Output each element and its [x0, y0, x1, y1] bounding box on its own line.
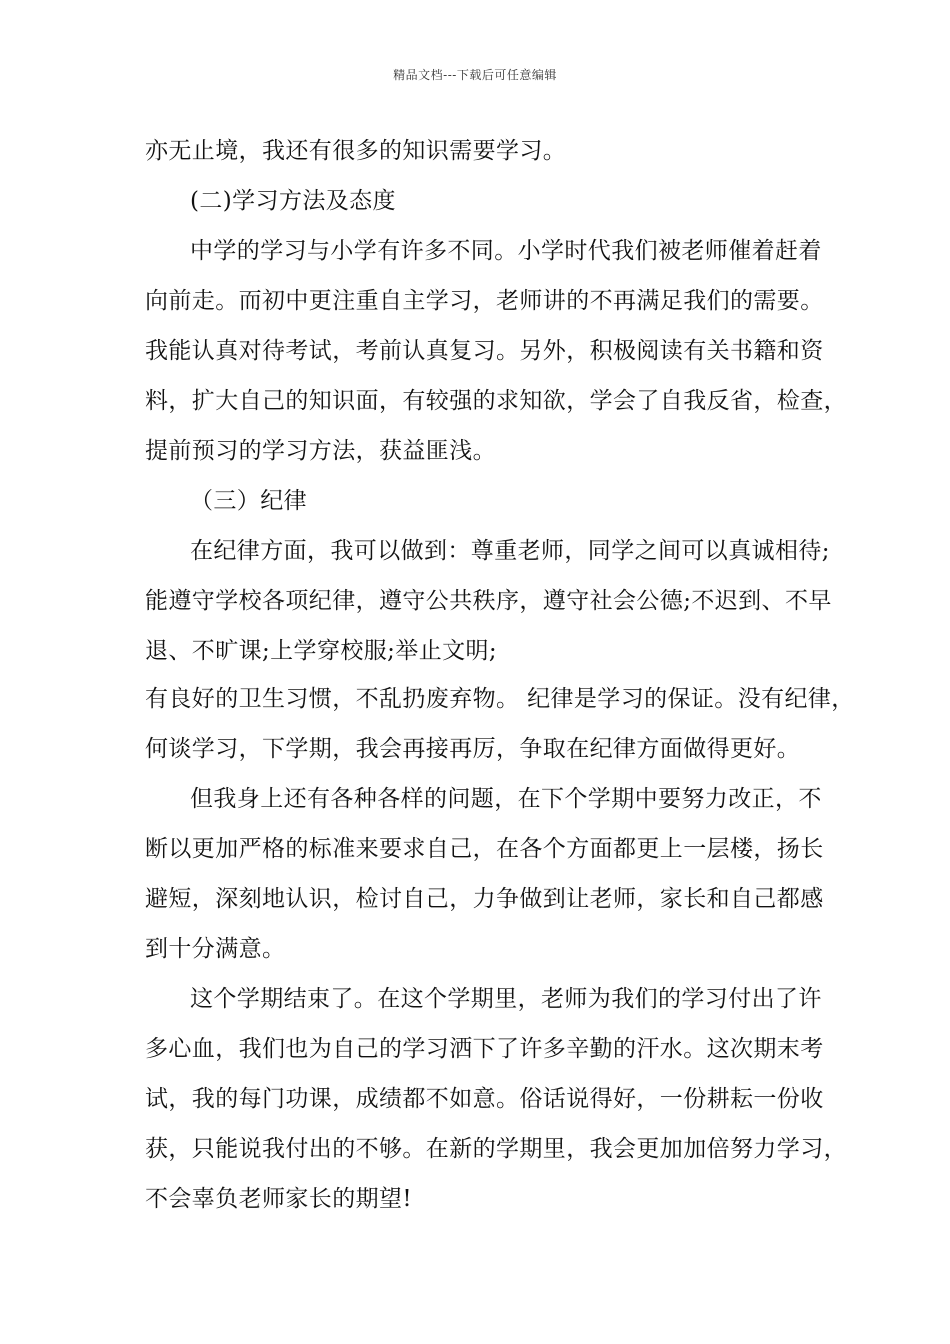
body-text-line: 有良好的卫生习惯，不乱扔废弃物。 纪律是学习的保证。没有纪律， [145, 686, 855, 712]
body-text-line: 能遵守学校各项纪律，遵守公共秩序，遵守社会公德;不迟到、不早 [145, 588, 832, 614]
section-heading-discipline: （三）纪律 [190, 488, 307, 514]
body-text-line: 亦无止境，我还有很多的知识需要学习。 [145, 138, 567, 164]
section-heading-methods: (二)学习方法及态度 [190, 188, 396, 214]
body-text-line: 但我身上还有各种各样的问题，在下个学期中要努力改正，不 [190, 786, 822, 812]
body-text-line: 向前走。而初中更注重自主学习，老师讲的不再满足我们的需要。 [145, 288, 824, 314]
body-text-line: 这个学期结束了。在这个学期里，老师为我们的学习付出了许 [190, 986, 822, 1012]
body-text-line: 到十分满意。 [145, 936, 286, 962]
body-text-line: 我能认真对待考试，考前认真复习。另外，积极阅读有关书籍和资 [145, 338, 824, 364]
page-header: 精品文档---下载后可任意编辑 [393, 68, 557, 82]
body-text-line: 不会辜负老师家长的期望! [145, 1186, 413, 1212]
body-text-line: 何谈学习，下学期，我会再接再厉，争取在纪律方面做得更好。 [145, 736, 801, 762]
body-text-line: 断以更加严格的标准来要求自己，在各个方面都更上一层楼，扬长 [145, 836, 824, 862]
body-text-line: 提前预习的学习方法，获益匪浅。 [145, 438, 496, 464]
body-text-line: 料，扩大自己的知识面，有较强的求知欲，学会了自我反省，检查， [145, 388, 847, 414]
body-text-line: 多心血，我们也为自己的学习洒下了许多辛勤的汗水。这次期末考 [145, 1036, 824, 1062]
body-text-line: 退、不旷课;上学穿校服;举止文明; [145, 638, 498, 664]
body-text-line: 在纪律方面，我可以做到：尊重老师，同学之间可以真诚相待; [190, 538, 830, 564]
body-text-line: 获，只能说我付出的不够。在新的学期里，我会更加加倍努力学习， [145, 1136, 847, 1162]
body-text-line: 试，我的每门功课，成绩都不如意。俗话说得好，一份耕耘一份收 [145, 1086, 824, 1112]
body-text-line: 中学的学习与小学有许多不同。小学时代我们被老师催着赶着 [190, 238, 822, 264]
body-text-line: 避短，深刻地认识，检讨自己，力争做到让老师，家长和自己都感 [145, 886, 824, 912]
